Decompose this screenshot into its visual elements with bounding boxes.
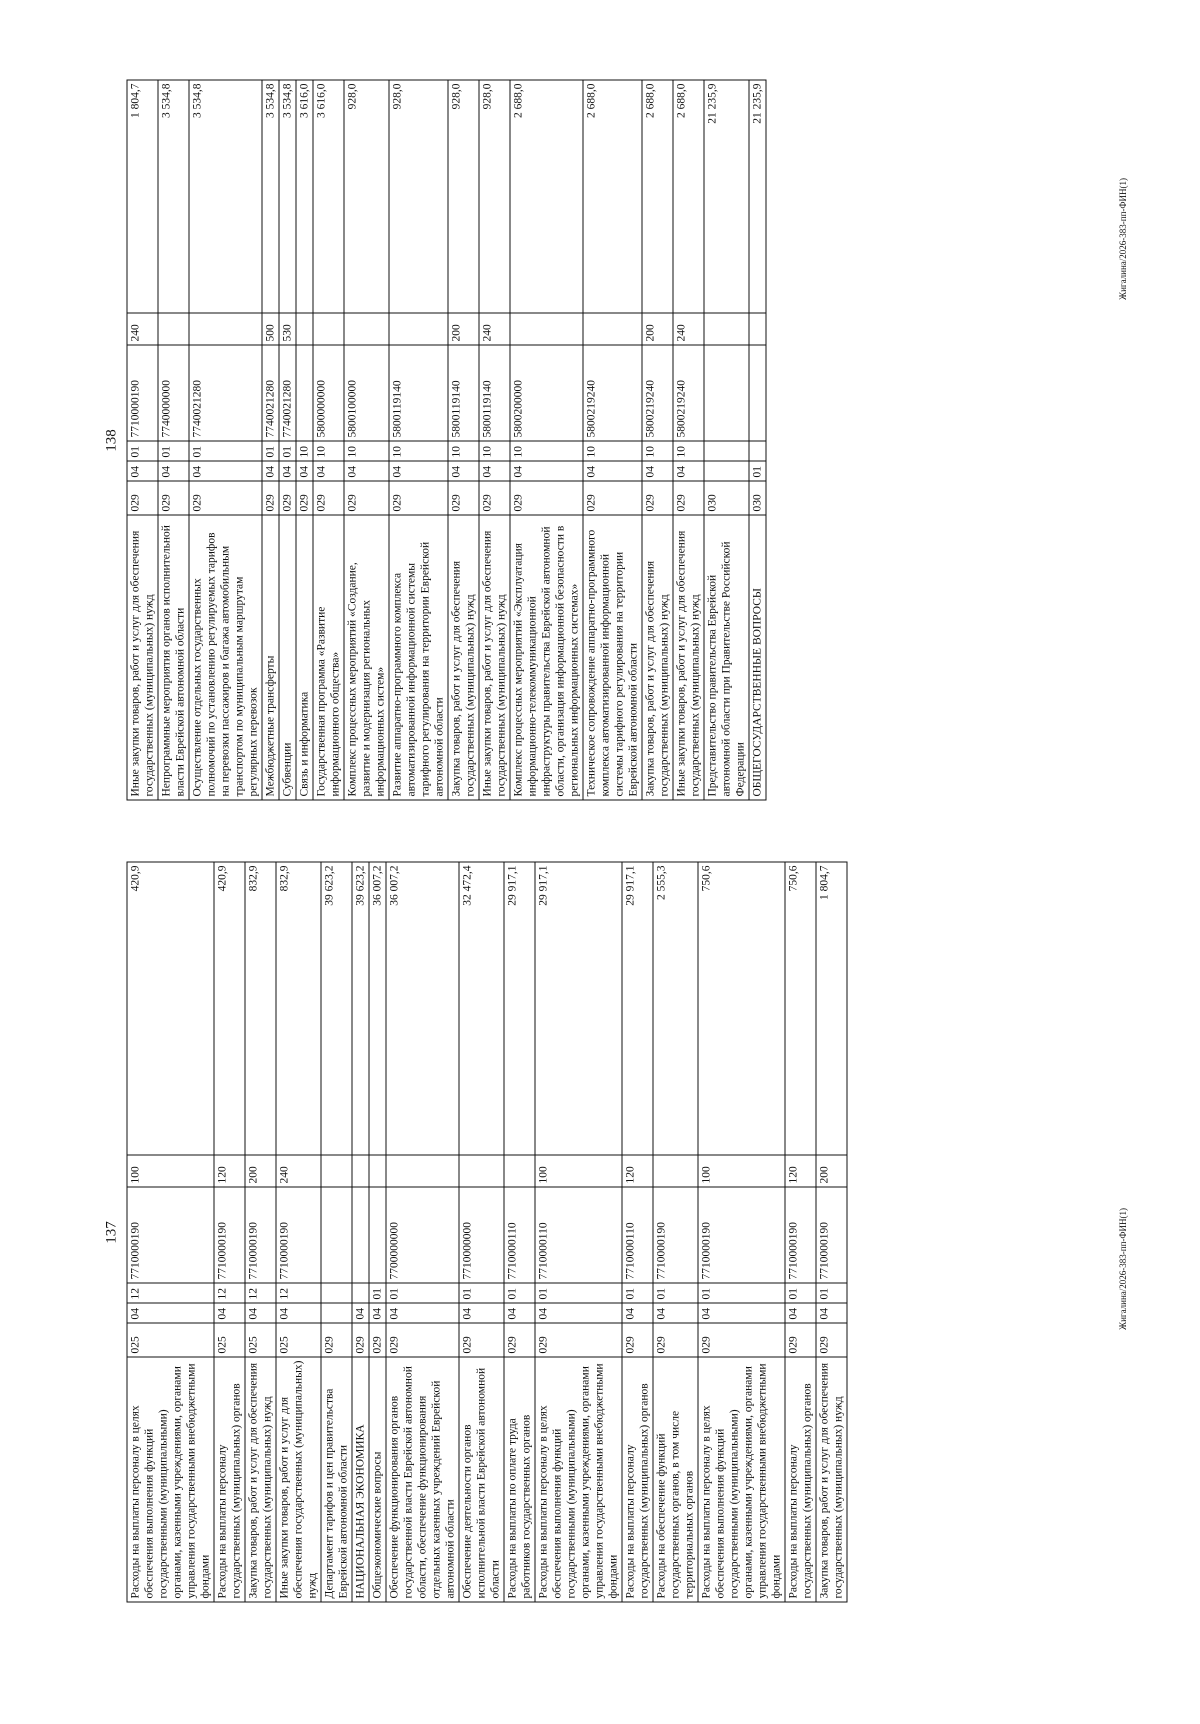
chapter-code: 029 [785, 1323, 816, 1357]
subsection-code: 01 [535, 1283, 622, 1303]
section-code: 04 [344, 461, 389, 481]
section-code: 04 [189, 461, 262, 481]
subsection-code: 01 [653, 1283, 698, 1303]
row-description: Комплекс процессных мероприятий «Создание, развитие и модернизация региональных информационных систем» [344, 515, 389, 800]
chapter-code: 029 [479, 481, 510, 515]
section-code [321, 1303, 352, 1323]
row-description: Межбюджетные трансферты [262, 515, 279, 800]
row-description: Закупка товаров, работ и услуг для обеспечения государственных (муниципальных) нужд [448, 515, 479, 800]
expense-type-code: 240 [127, 313, 158, 345]
row-description: Расходы на выплаты персоналу государственных (муниципальных) органов [785, 1357, 816, 1602]
table-row [583, 80, 642, 800]
expense-type-code: 200 [816, 1155, 847, 1187]
target-article-code: 5800119140 [389, 345, 448, 441]
target-article-code: 7740021280 [279, 345, 296, 441]
expense-type-code [296, 313, 313, 345]
subsection-code [704, 441, 749, 461]
chapter-code: 029 [262, 481, 279, 515]
table-row [479, 80, 510, 800]
row-description: Расходы на выплаты персоналу в целях обеспечения выполнения функций государственными (муниципальными) органами, казенными учреждениями, органами управления государственными внебюджетными фондами [127, 1357, 214, 1602]
subsection-code: 10 [448, 441, 479, 461]
row-description: Субвенции [279, 515, 296, 800]
page-138 [103, 81, 1098, 801]
chapter-code: 029 [816, 1323, 847, 1357]
subsection-code: 12 [127, 1283, 214, 1303]
chapter-code: 029 [352, 1323, 369, 1357]
table-row [127, 80, 158, 800]
expense-type-code [704, 313, 749, 345]
subsection-code: 12 [214, 1283, 245, 1303]
amount: 832,9 [245, 862, 276, 1155]
amount: 928,0 [448, 80, 479, 313]
amount: 2 688,0 [510, 80, 583, 313]
budget-table [127, 80, 767, 801]
page-number: 138 [103, 429, 120, 452]
row-description: Расходы на выплаты по оплате труда работников государственных органов [504, 1357, 535, 1602]
subsection-code: 01 [262, 441, 279, 461]
chapter-code: 029 [386, 1323, 459, 1357]
section-code: 04 [459, 1303, 504, 1323]
row-description: Закупка товаров, работ и услуг для обеспечения государственных (муниципальных) нужд [245, 1357, 276, 1602]
section-code [704, 461, 749, 481]
subsection-code: 10 [583, 441, 642, 461]
section-code: 04 [245, 1303, 276, 1323]
subsection-code: 01 [504, 1283, 535, 1303]
section-code: 04 [653, 1303, 698, 1323]
amount: 1 804,7 [816, 862, 847, 1155]
page-number: 137 [103, 1221, 120, 1244]
subsection-code [749, 441, 766, 461]
target-article-code: 7740021280 [189, 345, 262, 441]
row-description: Иные закупки товаров, работ и услуг для обеспечения государственных (муниципальных) нужд [479, 515, 510, 800]
amount: 2 555,3 [653, 862, 698, 1155]
chapter-code: 029 [369, 1323, 386, 1357]
section-code: 04 [313, 461, 344, 481]
amount: 3 534,8 [158, 80, 189, 313]
section-code: 04 [698, 1303, 785, 1323]
expense-type-code [158, 313, 189, 345]
chapter-code: 029 [622, 1323, 653, 1357]
row-description: Иные закупки товаров, работ и услуг для обеспечения государственных (муниципальных) нужд [673, 515, 704, 800]
row-description: Закупка товаров, работ и услуг для обеспечения государственных (муниципальных) нужд [816, 1357, 847, 1602]
section-code: 04 [369, 1303, 386, 1323]
target-article-code: 7710000190 [653, 1187, 698, 1283]
section-code: 04 [785, 1303, 816, 1323]
expense-type-code [386, 1155, 459, 1187]
chapter-code: 029 [344, 481, 389, 515]
section-code: 04 [583, 461, 642, 481]
amount: 36 007,2 [369, 862, 386, 1155]
row-description: Расходы на выплаты персоналу в целях обеспечения выполнения функций государственными (муниципальными) органами, казенными учреждениями, органами управления государственными внебюджетными фондами [535, 1357, 622, 1602]
row-description: Департамент тарифов и цен правительства Еврейской автономной области [321, 1357, 352, 1602]
table-row [369, 862, 386, 1602]
row-description: НАЦИОНАЛЬНАЯ ЭКОНОМИКА [352, 1357, 369, 1602]
footer-file-reference: Жигалина/2026-383-пп-ФИН(1) [1118, 1208, 1128, 1330]
row-description: Расходы на выплаты персоналу государственных (муниципальных) органов [214, 1357, 245, 1602]
row-description: Непрограммные мероприятия органов исполнительной власти Еврейской автономной области [158, 515, 189, 800]
subsection-code: 10 [510, 441, 583, 461]
amount: 29 917,1 [504, 862, 535, 1155]
target-article-code: 5800100000 [344, 345, 389, 441]
section-code: 04 [448, 461, 479, 481]
amount: 2 688,0 [673, 80, 704, 313]
table-row [704, 80, 749, 800]
subsection-code: 01 [158, 441, 189, 461]
amount: 1 804,7 [127, 80, 158, 313]
expense-type-code: 200 [245, 1155, 276, 1187]
expense-type-code [369, 1155, 386, 1187]
chapter-code: 029 [504, 1323, 535, 1357]
target-article-code: 5800219240 [583, 345, 642, 441]
section-code: 04 [276, 1303, 321, 1323]
subsection-code: 12 [245, 1283, 276, 1303]
row-description: Закупка товаров, работ и услуг для обеспечения государственных (муниципальных) нужд [642, 515, 673, 800]
chapter-code: 029 [389, 481, 448, 515]
amount: 3 534,8 [262, 80, 279, 313]
table-row [344, 80, 389, 800]
footer-file-reference: Жигалина/2026-383-пп-ФИН(1) [1118, 178, 1128, 300]
subsection-code [352, 1283, 369, 1303]
section-code: 04 [262, 461, 279, 481]
target-article-code: 7710000190 [127, 345, 158, 441]
target-article-code: 7740000000 [158, 345, 189, 441]
chapter-code: 029 [279, 481, 296, 515]
section-code: 04 [296, 461, 313, 481]
amount: 3 616,0 [313, 80, 344, 313]
table-row [698, 862, 785, 1602]
amount: 928,0 [389, 80, 448, 313]
page-137 [103, 863, 1098, 1603]
target-article-code: 7710000110 [535, 1187, 622, 1283]
target-article-code: 7710000110 [504, 1187, 535, 1283]
row-description: Представительство правительства Еврейской автономной области при Правительстве Российской Федерации [704, 515, 749, 800]
subsection-code: 12 [276, 1283, 321, 1303]
amount: 2 688,0 [583, 80, 642, 313]
subsection-code: 10 [673, 441, 704, 461]
target-article-code: 5800119140 [448, 345, 479, 441]
section-code: 04 [673, 461, 704, 481]
section-code: 04 [816, 1303, 847, 1323]
expense-type-code [749, 313, 766, 345]
row-description: Иные закупки товаров, работ и услуг для обеспечения государственных (муниципальных) нужд [127, 515, 158, 800]
chapter-code: 025 [276, 1323, 321, 1357]
amount: 750,6 [785, 862, 816, 1155]
table-row [622, 862, 653, 1602]
amount: 928,0 [479, 80, 510, 313]
chapter-code: 030 [749, 481, 766, 515]
expense-type-code: 240 [479, 313, 510, 345]
chapter-code: 029 [510, 481, 583, 515]
table-row [510, 80, 583, 800]
table-row [785, 862, 816, 1602]
expense-type-code [653, 1155, 698, 1187]
row-description: Комплекс процессных мероприятий «Эксплуатация информационно-телекоммуникационной инфраструктуры правительства Еврейской автономной области, организация информационной безопасности в региональных информационных системах» [510, 515, 583, 800]
subsection-code: 10 [389, 441, 448, 461]
subsection-code: 10 [344, 441, 389, 461]
chapter-code: 029 [189, 481, 262, 515]
chapter-code: 029 [459, 1323, 504, 1357]
expense-type-code [583, 313, 642, 345]
expense-type-code: 120 [785, 1155, 816, 1187]
table-row [127, 862, 214, 1602]
expense-type-code [389, 313, 448, 345]
chapter-code: 029 [653, 1323, 698, 1357]
amount: 3 616,0 [296, 80, 313, 313]
subsection-code: 01 [698, 1283, 785, 1303]
section-code: 04 [127, 1303, 214, 1323]
expense-type-code [504, 1155, 535, 1187]
subsection-code: 10 [313, 441, 344, 461]
amount: 21 235,9 [749, 80, 766, 313]
chapter-code: 029 [313, 481, 344, 515]
chapter-code: 029 [698, 1323, 785, 1357]
section-code: 04 [158, 461, 189, 481]
target-article-code [352, 1187, 369, 1283]
amount: 39 623,2 [352, 862, 369, 1155]
amount: 928,0 [344, 80, 389, 313]
row-description: Обеспечение деятельности органов исполнительной власти Еврейской автономной области [459, 1357, 504, 1602]
expense-type-code [321, 1155, 352, 1187]
amount: 832,9 [276, 862, 321, 1155]
amount: 420,9 [214, 862, 245, 1155]
amount: 3 534,8 [189, 80, 262, 313]
table-row [642, 80, 673, 800]
target-article-code: 5800219240 [673, 345, 704, 441]
row-description: ОБЩЕГОСУДАРСТВЕННЫЕ ВОПРОСЫ [749, 515, 766, 800]
table-row [189, 80, 262, 800]
row-description: Расходы на выплаты персоналу в целях обеспечения выполнения функций государственными (муниципальными) органами, казенными учреждениями, органами управления государственными внебюджетными фондами [698, 1357, 785, 1602]
subsection-code: 01 [369, 1283, 386, 1303]
subsection-code: 10 [296, 441, 313, 461]
section-code: 01 [749, 461, 766, 481]
expense-type-code: 530 [279, 313, 296, 345]
expense-type-code [313, 313, 344, 345]
expense-type-code: 200 [448, 313, 479, 345]
section-code: 04 [386, 1303, 459, 1323]
table-row [459, 862, 504, 1602]
chapter-code: 029 [296, 481, 313, 515]
expense-type-code [344, 313, 389, 345]
section-code: 04 [510, 461, 583, 481]
table-row [279, 80, 296, 800]
table-row [296, 80, 313, 800]
expense-type-code: 240 [276, 1155, 321, 1187]
subsection-code: 01 [189, 441, 262, 461]
amount: 29 917,1 [535, 862, 622, 1155]
expense-type-code: 100 [127, 1155, 214, 1187]
row-description: Развитие аппаратно-программного комплекса автоматизированной информационной системы тарифного регулирования на территории Еврейской автономной области [389, 515, 448, 800]
chapter-code: 030 [704, 481, 749, 515]
target-article-code [704, 345, 749, 441]
target-article-code [296, 345, 313, 441]
section-code: 04 [504, 1303, 535, 1323]
target-article-code [321, 1187, 352, 1283]
chapter-code: 029 [583, 481, 642, 515]
subsection-code: 10 [479, 441, 510, 461]
expense-type-code [510, 313, 583, 345]
chapter-code: 029 [448, 481, 479, 515]
table-row [448, 80, 479, 800]
chapter-code: 029 [535, 1323, 622, 1357]
target-article-code: 5800000000 [313, 345, 344, 441]
amount: 2 688,0 [642, 80, 673, 313]
amount: 32 472,4 [459, 862, 504, 1155]
target-article-code: 7710000190 [214, 1187, 245, 1283]
row-description: Расходы на обеспечение функций государственных органов, в том числе территориальных органов [653, 1357, 698, 1602]
row-description: Государственная программа «Развитие информационного общества» [313, 515, 344, 800]
subsection-code: 01 [127, 441, 158, 461]
table-row [673, 80, 704, 800]
table-row [276, 862, 321, 1602]
target-article-code [749, 345, 766, 441]
table-row [389, 80, 448, 800]
chapter-code: 025 [245, 1323, 276, 1357]
subsection-code: 01 [279, 441, 296, 461]
expense-type-code [459, 1155, 504, 1187]
expense-type-code: 100 [698, 1155, 785, 1187]
target-article-code: 7710000190 [816, 1187, 847, 1283]
amount: 420,9 [127, 862, 214, 1155]
row-description: Иные закупки товаров, работ и услуг для обеспечения государственных (муниципальных) нужд [276, 1357, 321, 1602]
subsection-code: 01 [622, 1283, 653, 1303]
table-row [262, 80, 279, 800]
table-row [158, 80, 189, 800]
target-article-code: 7710000000 [459, 1187, 504, 1283]
subsection-code: 01 [785, 1283, 816, 1303]
amount: 750,6 [698, 862, 785, 1155]
subsection-code [321, 1283, 352, 1303]
target-article-code: 5800119140 [479, 345, 510, 441]
table-row [214, 862, 245, 1602]
table-row [504, 862, 535, 1602]
amount: 39 623,2 [321, 862, 352, 1155]
target-article-code: 5800219240 [642, 345, 673, 441]
row-description: Связь и информатика [296, 515, 313, 800]
table-row [749, 80, 766, 800]
target-article-code [369, 1187, 386, 1283]
table-row [245, 862, 276, 1602]
target-article-code: 7740021280 [262, 345, 279, 441]
row-description: Общеэкономические вопросы [369, 1357, 386, 1602]
target-article-code: 7710000190 [698, 1187, 785, 1283]
target-article-code: 7710000110 [622, 1187, 653, 1283]
chapter-code: 029 [158, 481, 189, 515]
amount: 21 235,9 [704, 80, 749, 313]
chapter-code: 025 [127, 1323, 214, 1357]
row-description: Осуществление отдельных государственных полномочий по установлению регулируемых тарифов на перевозки пассажиров и багажа автомобильным транспортом по муниципальным маршрутам регулярных перевозок [189, 515, 262, 800]
table-row [352, 862, 369, 1602]
section-code: 04 [214, 1303, 245, 1323]
section-code: 04 [535, 1303, 622, 1323]
expense-type-code: 500 [262, 313, 279, 345]
section-code: 04 [642, 461, 673, 481]
target-article-code: 7710000190 [276, 1187, 321, 1283]
chapter-code: 029 [642, 481, 673, 515]
table-row [653, 862, 698, 1602]
chapter-code: 029 [673, 481, 704, 515]
subsection-code: 01 [816, 1283, 847, 1303]
section-code: 04 [352, 1303, 369, 1323]
amount: 29 917,1 [622, 862, 653, 1155]
expense-type-code: 100 [535, 1155, 622, 1187]
table-row [321, 862, 352, 1602]
row-description: Расходы на выплаты персоналу государственных (муниципальных) органов [622, 1357, 653, 1602]
amount: 36 007,2 [386, 862, 459, 1155]
subsection-code: 01 [386, 1283, 459, 1303]
row-description: Техническое сопровождение аппаратно-программного комплекса автоматизированной информационной системы тарифного регулирования на территории Еврейской автономной области [583, 515, 642, 800]
expense-type-code: 240 [673, 313, 704, 345]
budget-table [127, 862, 848, 1603]
chapter-code: 029 [321, 1323, 352, 1357]
table-row [816, 862, 847, 1602]
target-article-code: 7710000190 [127, 1187, 214, 1283]
section-code: 04 [279, 461, 296, 481]
amount: 3 534,8 [279, 80, 296, 313]
chapter-code: 029 [127, 481, 158, 515]
subsection-code: 10 [642, 441, 673, 461]
expense-type-code: 120 [622, 1155, 653, 1187]
table-row [535, 862, 622, 1602]
row-description: Обеспечение функционирования органов государственной власти Еврейской автономной области, обеспечение функционирования отдельных казенных учреждений Еврейской автономной области [386, 1357, 459, 1602]
expense-type-code: 200 [642, 313, 673, 345]
target-article-code: 5800200000 [510, 345, 583, 441]
section-code: 04 [389, 461, 448, 481]
subsection-code: 01 [459, 1283, 504, 1303]
expense-type-code [352, 1155, 369, 1187]
table-row [313, 80, 344, 800]
section-code: 04 [127, 461, 158, 481]
section-code: 04 [622, 1303, 653, 1323]
target-article-code: 7700000000 [386, 1187, 459, 1283]
chapter-code: 025 [214, 1323, 245, 1357]
target-article-code: 7710000190 [785, 1187, 816, 1283]
table-row [386, 862, 459, 1602]
expense-type-code: 120 [214, 1155, 245, 1187]
target-article-code: 7710000190 [245, 1187, 276, 1283]
expense-type-code [189, 313, 262, 345]
section-code: 04 [479, 461, 510, 481]
